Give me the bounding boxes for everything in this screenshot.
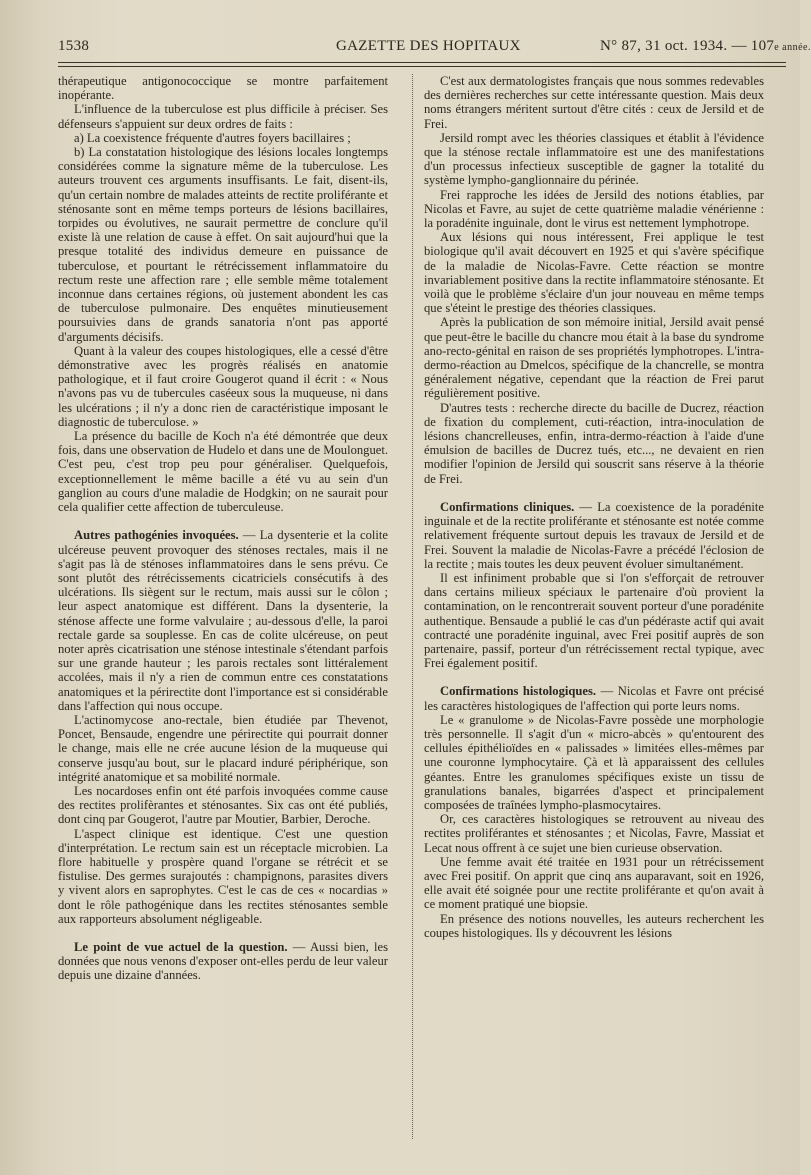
- issue-text: N° 87, 31 oct. 1934. — 107: [600, 38, 775, 54]
- section-heading: Autres pathogénies invoquées.: [74, 528, 239, 543]
- spacer: [58, 926, 388, 940]
- section-paragraph: [58, 940, 388, 983]
- paragraph: Une femme avait été traitée en 1931 pour un rétrécissement avec Frei positif. On apprit que cinq ans auparavant, soit en 1926, elle avait été soignée pour une rectite proliférante et qu'on avait à ce moment pratiqué une biopsie.: [424, 854, 764, 912]
- paragraph: Les nocardoses enfin ont été parfois invoquées comme cause des rectites prolifèrantes et sténosantes. Six cas ont été publiés, dont cinq par Gougerot, l'autre par Moutier, Barbier, Deroche.: [58, 783, 388, 827]
- paragraph: L'aspect clinique est identique. C'est une question d'interprétation. Le rectum sain est un réceptacle microbien. La flore habituelle y prospère quand l'organe se rétrécit et se fistulise. Des germes surajoutés : champignons, parasites divers y vivent alors en saprophytes. C'est le cas de ces « nocardias » dont le rôle pathogénique dans les rectites sténosantes semble aux rapporteurs absolument négligeable.: [58, 826, 388, 926]
- section-paragraph: [58, 528, 388, 713]
- paragraph: Aux lésions qui nous intéressent, Frei applique le test biologique qu'il avait découvert en 1925 et qui s'avère spécifique de la maladie de Nicolas-Favre. Cette réaction se montre invariablement positive dans la rectite inflammatoire sténosante. Et voilà que le problème s'éclaire d'un jour nouveau en même temps que s'éteint le prestige des théories classiques.: [424, 230, 764, 316]
- spacer: [424, 486, 764, 500]
- paragraph: L'actinomycose ano-rectale, bien étudiée par Thevenot, Poncet, Bensaude, engendre une périrectite qui pourrait donner le change, mais elle ne crée aucune lésion de la muqueuse qui conserve jusqu'au bout, sur le placard induré périphérique, son intégrité anatomique et sa mobilité normale.: [58, 712, 388, 784]
- paragraph: Or, ces caractères histologiques se retrouvent au niveau des rectites proliférantes et sténosantes ; et Nicolas, Favre, Massiat et Lecat nous offrent à ce sujet une bien curieuse observation.: [424, 812, 764, 855]
- section-body: — La coexistence de la poradénite inguinale et de la rectite proliférante et sténosante est notée comme relativement fréquente surtout depuis les travaux de Jersild et de Frei. Souvent la maladie de Nicolas-Favre a précédé l'éclosion de la rectite ; mais toutes les deux peuvent évoluer simultanément.: [424, 499, 764, 571]
- paragraph: Jersild rompt avec les théories classiques et établit à l'évidence que la sténose rectale inflammatoire est une des manifestations d'un processus infectieux susceptible de gagner la totalité du système lympho-ganglionnaire du périnée.: [424, 130, 764, 188]
- spacer: [424, 670, 764, 684]
- section-body: — La dysenterie et la colite ulcéreuse peuvent provoquer des sténoses rectales, mais il ne s'agit pas là de sténoses inflammatoires dans le sens prévu. Ce sont plutôt des rétrécissements cicatriciels consécutifs à des ulcérations. Ils siègent sur le rectum, mais aussi sur le côlon ; leur aspect anatomique est différent. Dans la dysenterie, la sténose affecte une forme valvulaire ; au-dessous d'elle, la paroi rectale garde sa souplesse. En cas de colite ulcéreuse, on peut noter après cicatrisation une sténose intestinale s'étendant parfois sur une grande hauteur ; les parois rectales sont littéralement accolées, mais il n'y a rien de commun entre ces constatations anatomiques et la périrectite dont l'importance est si considérable dans l'affection qui nous occupe.: [58, 528, 388, 713]
- page-header: [58, 38, 811, 60]
- issue-info: [600, 38, 811, 55]
- section-paragraph: [424, 500, 764, 571]
- paragraph: En présence des notions nouvelles, les auteurs recherchent les coupes histologiques. Ils y découvrent les lésions: [424, 911, 764, 940]
- section-heading: Confirmations histologiques.: [440, 684, 597, 699]
- paragraph: La présence du bacille de Koch n'a été démontrée que deux fois, dans une observation de Hudelo et dans une de Moulonguet. C'est peu, c'est trop peu pour généraliser. Quelquefois, exceptionnellement le même bacille a été vu au sein d'un ganglion au cours d'une maladie de Hodgkin; on ne saurait pour cela qualifier cette affection de tuberculeuse.: [58, 429, 388, 515]
- header-rule: [58, 62, 786, 63]
- section-heading: Confirmations cliniques.: [440, 499, 575, 514]
- section-body: — Aussi bien, les données que nous venons d'exposer ont-elles perdu de leur valeur depuis une dizaine d'années.: [58, 939, 388, 983]
- left-column: [58, 74, 388, 983]
- column-divider: [412, 74, 413, 1139]
- right-column: [424, 74, 764, 940]
- paragraph: L'influence de la tuberculose est plus difficile à préciser. Ses défenseurs s'appuient sur deux ordres de faits :: [58, 102, 388, 131]
- spacer: [58, 514, 388, 528]
- paragraph: Il est infiniment probable que si l'on s'efforçait de retrouver dans certains milieux spéciaux le partenaire d'où provient la contamination, on le rencontrerait souvent porteur d'une poradénite authentique. Bensaude a publié le cas d'un pédéraste actif qui avait contracté une poradénite inguinal, avec Frei positif auprès de son partenaire, passif, porteur d'un rétrécissement rectal typique, avec Frei également positif.: [424, 570, 764, 671]
- paragraph: Quant à la valeur des coupes histologiques, elle a cessé d'être démonstrative avec les progrès réalisés en anatomie pathologique, et il faut croire Gougerot quand il écrit : « Nous n'avons pas vu de tubercules caséeux sous la muqueuse, ni dans les ulcérations ; il n'y a donc rien de caractéristique imposant le diagnostic de tuberculose. »: [58, 343, 388, 429]
- page-number: 1538: [58, 38, 90, 54]
- paragraph: Après la publication de son mémoire initial, Jersild avait pensé que peut-être le bacille du chancre mou était à la base du syndrome ano-recto-génital en raison de ses propriétés lymphotropes. L'intra-dermo-réaction au Dmelcos, spécifique de la chancrelle, se montra généralement négative, cependant que la réaction de Frei parut régulièrement positive.: [424, 315, 764, 401]
- paragraph: Frei rapproche les idées de Jersild des notions établies, par Nicolas et Favre, au sujet de cette quatrième maladie vénérienne : la poradénite inguinale, dont le virus est nettement lymphotrope.: [424, 187, 764, 231]
- paragraph: thérapeutique antigonococcique se montre parfaitement inopérante.: [58, 74, 388, 103]
- issue-suffix: e année.: [774, 42, 811, 53]
- paragraph: b) La constatation histologique des lésions locales longtemps considérées comme la signature même de la tuberculose. Les auteurs trouvent ces arguments insuffisants. Le fait, disent-ils, qu'un certain nombre de malades atteints de rectite proliférante et sténosante sont en même temps porteurs de lésions bacillaires, torpides ou évolutives, ne saurait permettre de conclure qu'il existe là une relation de cause à effet. On sait aujourd'hui que la presque totalité des individus demeure en puissance de tuberculose, et pourtant le rétrécissement inflammatoire du rectum reste une affection rare ; elle semble même totalement inconnue dans certaines régions, où justement abondent les cas de tuberculose pulmonaire. Des enquêtes minutieusement poursuivies dans de grands sanatoria n'ont pas apporté d'arguments décisifs.: [58, 145, 388, 344]
- paragraph: a) La coexistence fréquente d'autres foyers bacillaires ;: [74, 130, 351, 145]
- paragraph: D'autres tests : recherche directe du bacille de Ducrez, réaction de fixation du complement, cuti-réaction, intra-inoculation de lésions chancrelleuses, enfin, intra-dermo-réaction à l'aide d'une émulsion de bacilles de Ducrez tués, etc..., ne devaient en rien modifier l'opinion de Jersild qui souscrit sans réserve à la théorie de Frei.: [424, 400, 764, 486]
- header-rule-thin: [58, 66, 786, 67]
- journal-title: GAZETTE DES HOPITAUX: [336, 38, 521, 54]
- paragraph: Le « granulome » de Nicolas-Favre possède une morphologie très personnelle. Il s'agit d'un « micro-abcès » qu'entourent des cellules épithélioïdes en « palissades » limitées elles-mêmes par une couronne lymphocytaire. Çà et là apparaissent des cellules géantes. Entre les granulomes spécifiques existe un tissu de granulations banales, bigarrées d'aspect et principalement composées de traînées lympho-plasmocytaires.: [424, 712, 764, 812]
- section-paragraph: [424, 684, 764, 712]
- paragraph: C'est aux dermatologistes français que nous sommes redevables des dernières recherches sur cette intéressante question. Mais deux noms étrangers méritent surtout d'être cités : ceux de Jersild et de Frei.: [424, 74, 764, 131]
- section-heading: Le point de vue actuel de la question.: [74, 939, 288, 954]
- section-body: — Nicolas et Favre ont précisé les caractères histologiques de l'affection qui porte leurs noms.: [424, 684, 764, 713]
